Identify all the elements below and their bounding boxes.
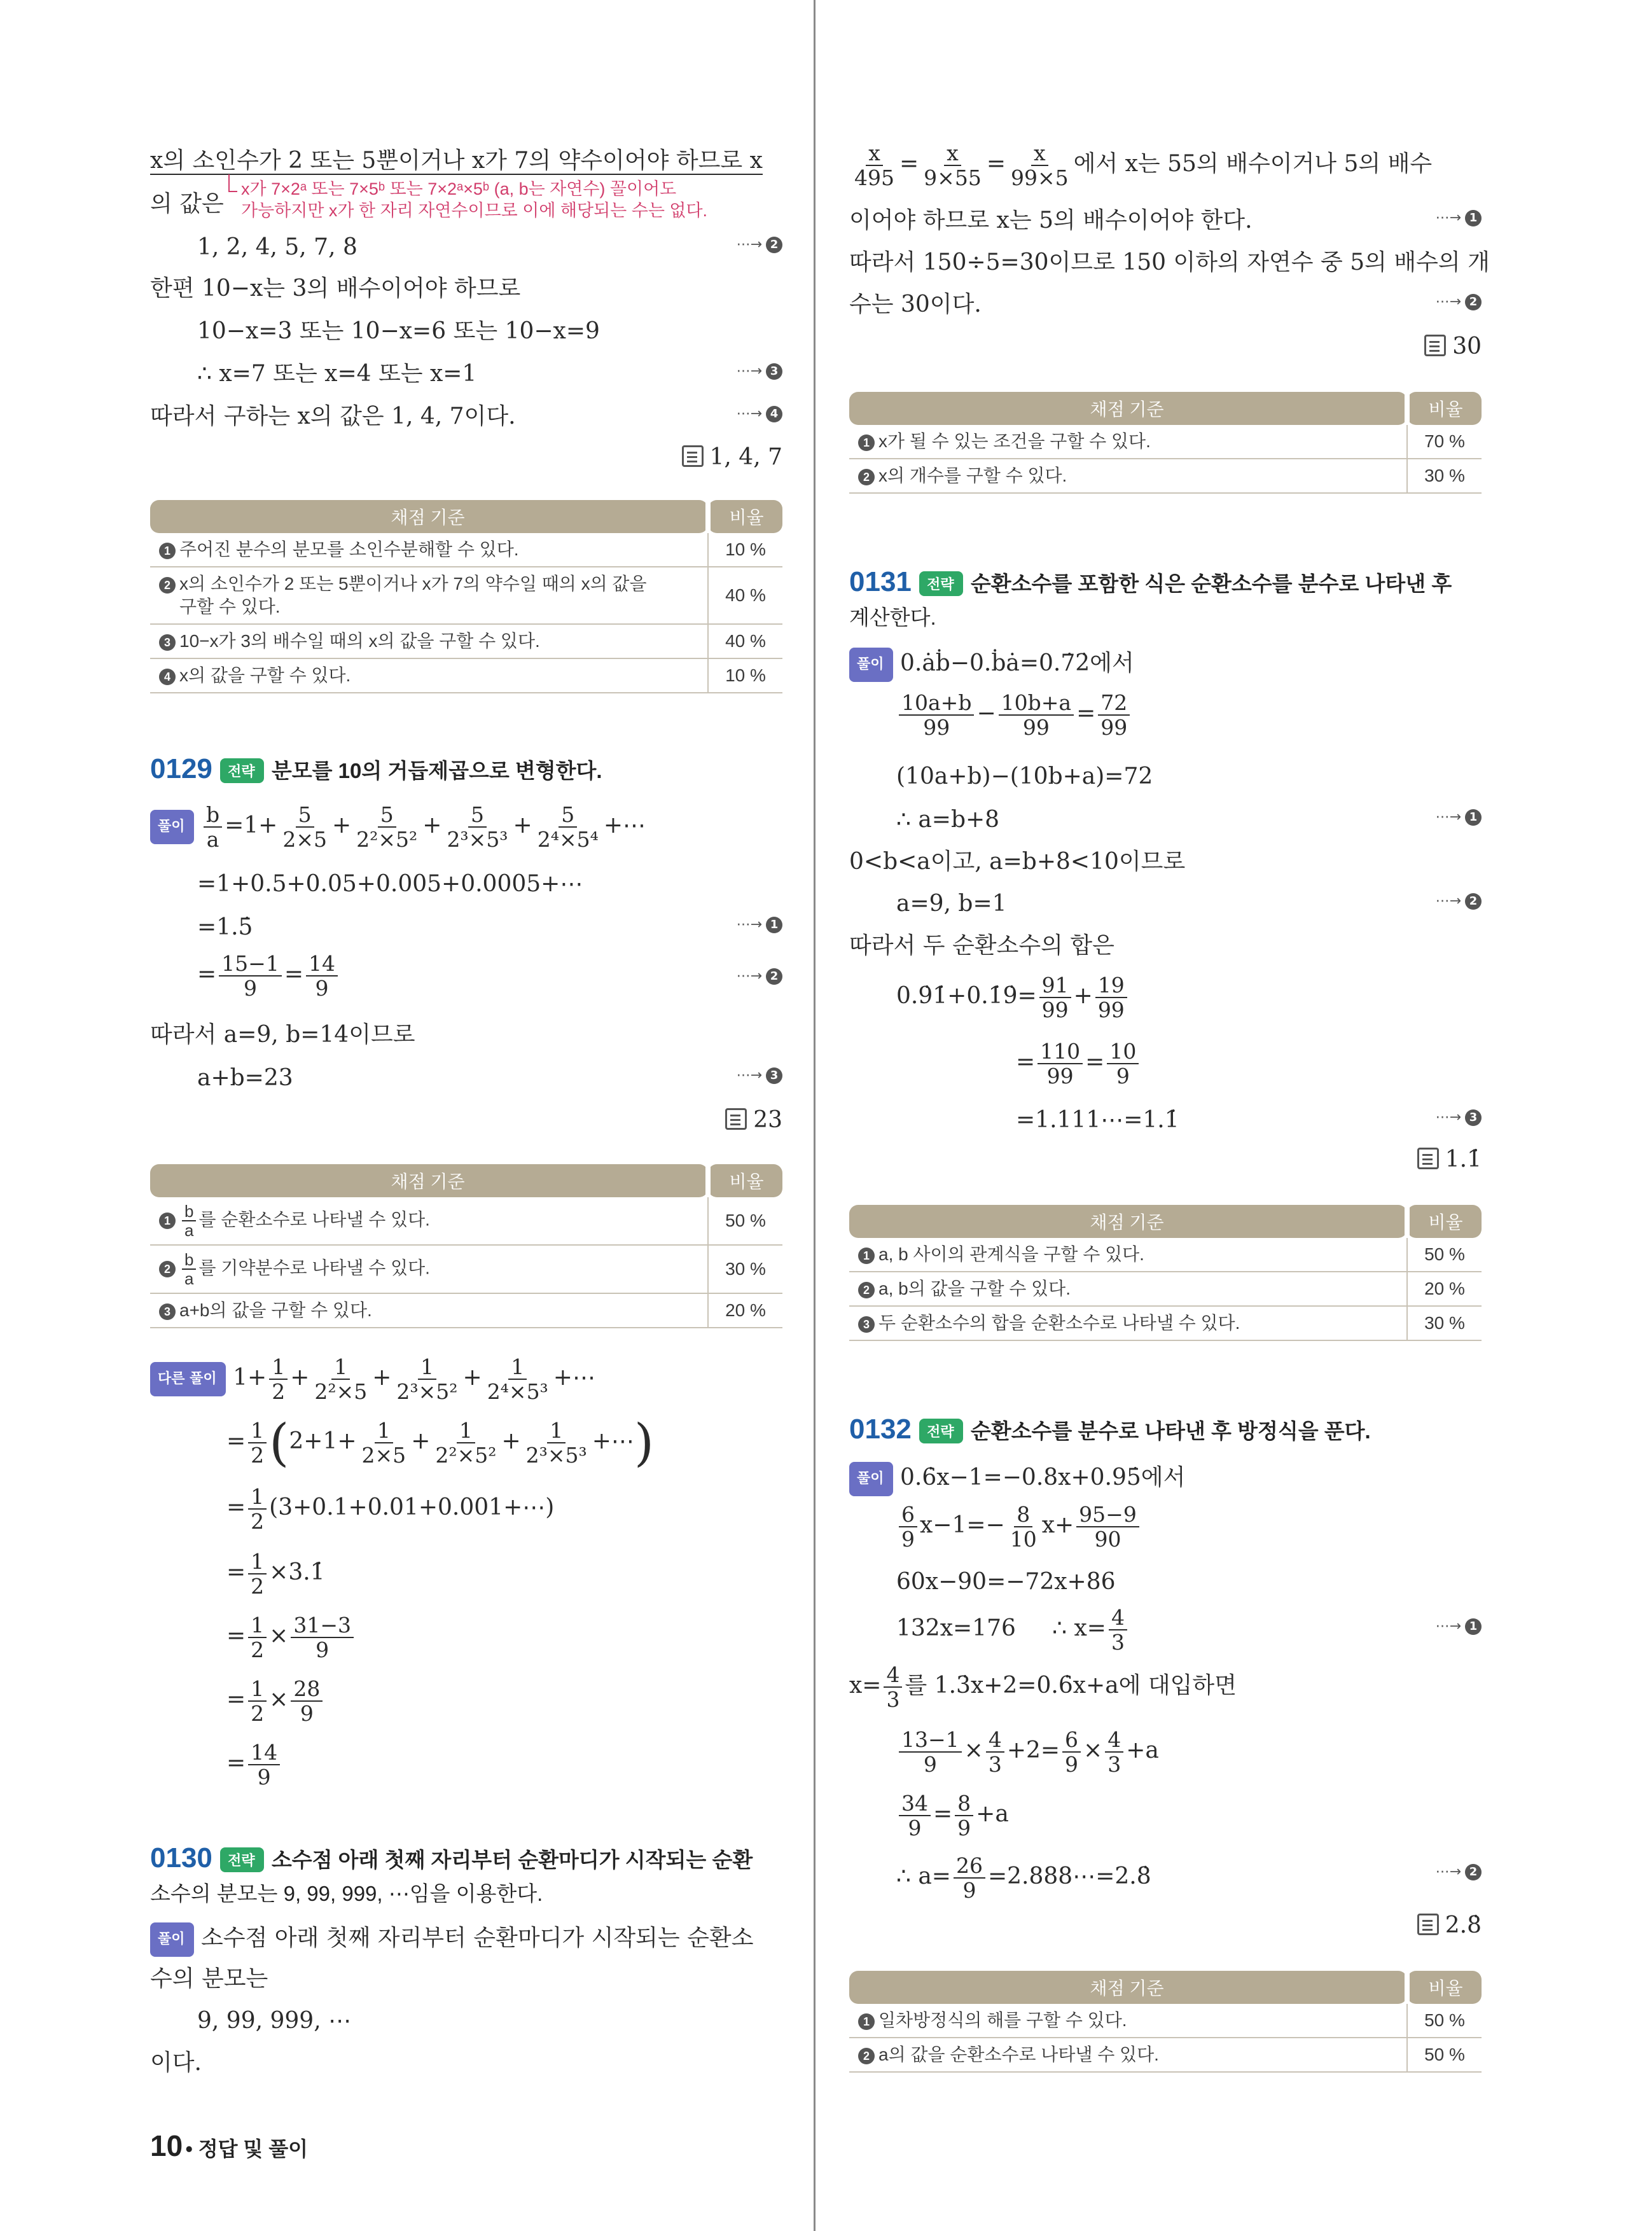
p0131-s2: $\frac{10a+b}{99}$ − $\frac{10b+a}{99}$ = $\frac{72}{99}$	[849, 691, 1132, 739]
answer-icon	[682, 445, 704, 467]
rubric-header: 채점 기준	[849, 1205, 1407, 1238]
table-row: 2 $\frac{b}{a}$ 를 기약분수로 나타낼 수 있다. 30 %	[150, 1245, 782, 1293]
p0128-rubric-table	[150, 500, 782, 693]
p0129-alt2: = $\frac{1}{2}$ (2+1+ $\frac{1}{2\times 5}$ + $\frac{1}{\text{2²×5²}}$ + $\frac{1}{\text{2³×5³}}$ +⋯)	[226, 1413, 655, 1472]
p0129-answer: 23	[725, 1107, 782, 1133]
p0132-answer: 2.8̇	[1417, 1912, 1482, 1938]
rubric-header-ratio: 비율	[1407, 392, 1482, 425]
p0129-alt1: 다른 풀이 1+ $\frac{1}{2}$ + $\frac{1}{\text{2²×5}}$ + $\frac{1}{\text{2³×5²}}$ + $\frac{1}{\text{2⁴×5³}}$ +⋯	[150, 1355, 595, 1403]
p0131-s9: = $\frac{110}{99}$ = $\frac{10}{9}$	[849, 1039, 1141, 1088]
table-row: 1 $\frac{b}{a}$ 를 순환소수로 나타낼 수 있다. 50 %	[150, 1197, 782, 1245]
solution-tag: 풀이	[849, 648, 893, 682]
step-marker: ⋯→ 2	[1436, 1864, 1482, 1880]
p0132-s3: 60x−90=−72x+86	[896, 1569, 1116, 1595]
p0129-l4: 따라서 a=9, b=14이므로	[150, 1022, 415, 1048]
step-marker: ⋯→ 2	[1436, 893, 1482, 910]
p0130-sol2: 수의 분모는	[150, 1966, 268, 1992]
p0128-values: 1, 2, 4, 5, 7, 8	[197, 234, 357, 260]
column-divider	[814, 0, 816, 2231]
p0132-s2: $\frac{6}{9}$ x−1=− $\frac{8}{10}$ x+ $\frac{95-9}{90}$	[849, 1503, 1142, 1551]
strategy-text: 순환소수를 분수로 나타낸 후 방정식을 푼다.	[970, 1419, 1371, 1443]
p0130-answer: 30	[1424, 333, 1482, 359]
solution-tag: 풀이	[150, 1922, 194, 1957]
p0131-s6: a=9, b=1	[896, 891, 1007, 917]
p0132-s4: 132x=176 ∴ x= $\frac{4}{3}$	[849, 1606, 1130, 1654]
answer-icon	[1417, 1914, 1439, 1935]
p0131-s7: 따라서 두 순환소수의 합은	[849, 933, 1114, 959]
p0132-s8: ∴ a= $\frac{26}{9}$ =2.888⋯=2.8̇	[896, 1853, 1151, 1903]
strategy-tag: 전략	[919, 571, 963, 596]
p0129-eq4: = $\frac{15-1}{9}$ = $\frac{14}{9}$	[150, 952, 340, 1000]
page-number: 10	[150, 2129, 183, 2162]
p0130-cont-l3: 따라서 150÷5=30이므로 150 이하의 자연수 중 5의 배수의 개	[849, 249, 1490, 275]
rubric-header-ratio: 비율	[1407, 1971, 1482, 2004]
p0131-s1: 풀이 0.ȧḃ−0.ḃȧ=0.7̇2̇에서	[849, 648, 1134, 682]
p0129-rubric-table	[150, 1164, 782, 1328]
p0129-l5: a+b=23	[197, 1065, 293, 1091]
strategy-text: 순환소수를 포함한 식은 순환소수를 분수로 나타낸 후	[970, 572, 1452, 595]
table-row: 2 x의 소인수가 2 또는 5뿐이거나 x가 7의 약수일 때의 x의 값을 구할 수 있다. 40 %	[150, 567, 782, 624]
strategy-tag: 전략	[220, 1847, 264, 1872]
p0128-cond: x의 소인수가 2 또는 5뿐이거나 x가 7의 약수이어야 하므로 x	[150, 148, 763, 174]
step-marker: ⋯→ 1	[1436, 1618, 1482, 1635]
p0132-s1: 풀이 0.6̇x−1=−0.8x+0.95̇에서	[849, 1462, 1185, 1496]
p0130-sol3: 9, 99, 999, ⋯	[197, 2008, 352, 2034]
step-marker: ⋯→ 3	[737, 1067, 782, 1084]
p0131-strategy2: 계산한다.	[849, 606, 936, 629]
p0130-sol4: 이다.	[150, 2050, 202, 2076]
p0131-s3: (10a+b)−(10b+a)=72	[896, 763, 1153, 789]
p0128-step-c: ∴ x=7 또는 x=4 또는 x=1	[197, 361, 477, 387]
alt-solution-tag: 다른 풀이	[150, 1362, 226, 1396]
p0129-alt6: = $\frac{1}{2}$ × $\frac{28}{9}$	[150, 1677, 325, 1725]
p0129-alt3: = $\frac{1}{2}$ (3+0.1+0.01+0.001+⋯)	[226, 1484, 555, 1534]
p0130-cont-l4: 수는 30이다.	[849, 291, 982, 317]
p0132-s7: $\frac{34}{9}$ = $\frac{8}{9}$ +a	[849, 1791, 1009, 1840]
footer-label: • 정답 및 풀이	[185, 2137, 309, 2160]
table-row: 4 x의 값을 구할 수 있다. 10 %	[150, 658, 782, 693]
note-line-1: x가 7×2ᵃ 또는 7×5ᵇ 또는 7×2ᵃ×5ᵇ (a, b는 자연수) 꼴이어도	[241, 179, 677, 198]
table-row: 2 a, b의 값을 구할 수 있다. 20 %	[849, 1272, 1482, 1306]
p0129-eq1: 풀이 $\frac{b}{a}$ =1+ $\frac{5}{2\times 5}$ + $\frac{5}{\text{2²×5²}}$ + $\frac{5}{\text{2³×5³}}$ + $\frac{5}{\text{2⁴×5⁴}}$ +⋯	[150, 803, 646, 851]
solution-tag: 풀이	[150, 810, 194, 844]
rubric-header: 채점 기준	[849, 1971, 1407, 2004]
step-marker: ⋯→ 1	[1436, 210, 1482, 226]
strategy-text: 분모를 10의 거듭제곱으로 변형한다.	[271, 759, 602, 782]
table-row: 2 x의 개수를 구할 수 있다. 30 %	[849, 459, 1482, 493]
solution-tag: 풀이	[849, 1462, 893, 1496]
p0131-s4: ∴ a=b+8	[896, 807, 1000, 833]
table-row: 1 x가 될 수 있는 조건을 구할 수 있다. 70 %	[849, 425, 1482, 459]
p0131-s8: 0.9̇1̇+0.1̇9̇= $\frac{91}{99}$ + $\frac{19}{99}$	[849, 973, 1130, 1022]
note-line-2: 가능하지만 x가 한 자리 자연수이므로 이에 해당되는 수는 없다.	[241, 201, 708, 220]
p0128-step-d: 따라서 구하는 x의 값은 1, 4, 7이다.	[150, 403, 516, 429]
p0130-cont-eq: $\frac{x}{495}$ = $\frac{x}{9\times 55}$ = $\frac{x}{99\times 5}$ 에서 x는 55의 배수이거나 5의 배수	[854, 141, 1433, 190]
step-marker: ⋯→ 3	[1436, 1109, 1482, 1126]
table-row: 1 일차방정식의 해를 구할 수 있다. 50 %	[849, 2004, 1482, 2038]
p0131-s5: 0<b<a이고, a=b+8<10이므로	[849, 849, 1186, 875]
p0130-rubric-table	[849, 392, 1482, 494]
step-marker: ⋯→ 2	[737, 237, 782, 253]
rubric-header-ratio: 비율	[708, 1164, 782, 1197]
p0129-alt4: = $\frac{1}{2}$ ×3.1̇	[226, 1549, 325, 1599]
p0129-alt5: = $\frac{1}{2}$ × $\frac{31-3}{9}$	[150, 1613, 356, 1662]
p0128-step-a: 한편 10−x는 3의 배수이어야 하므로	[150, 275, 521, 302]
strategy-text: 소수점 아래 첫째 자리부터 순환마디가 시작되는 순환	[271, 1848, 753, 1872]
p0132-s5: x= $\frac{4}{3}$ 를 1.3̇x+2=0.6̇x+a에 대입하면	[849, 1662, 1237, 1712]
p0132-s6: $\frac{13-1}{9}$ × $\frac{4}{3}$ +2= $\frac{6}{9}$ × $\frac{4}{3}$ +a	[849, 1728, 1159, 1776]
table-row: 3 a+b의 값을 구할 수 있다. 20 %	[150, 1293, 782, 1328]
step-marker: ⋯→ 1	[737, 917, 782, 933]
step-marker: ⋯→ 4	[737, 406, 782, 422]
table-row: 2 a의 값을 순환소수로 나타낼 수 있다. 50 %	[849, 2038, 1482, 2072]
p0129-eq2: =1+0.5+0.05+0.005+0.0005+⋯	[197, 871, 583, 897]
rubric-header: 채점 기준	[150, 500, 708, 533]
p0132-rubric-table	[849, 1971, 1482, 2073]
rubric-header-ratio: 비율	[1407, 1205, 1482, 1238]
rubric-header: 채점 기준	[849, 392, 1407, 425]
table-row: 1 주어진 분수의 분모를 소인수분해할 수 있다. 10 %	[150, 533, 782, 567]
table-row: 3 두 순환소수의 합을 순환소수로 나타낼 수 있다. 30 %	[849, 1306, 1482, 1340]
p0131-s10: =1.111⋯=1.1̇	[1016, 1107, 1179, 1133]
problem-number-0129: 0129 전략 분모를 10의 거듭제곱으로 변형한다.	[150, 753, 602, 784]
answer-icon	[1424, 335, 1446, 356]
p0128-step-b: 10−x=3 또는 10−x=6 또는 10−x=9	[197, 318, 600, 344]
step-marker: ⋯→ 1	[1436, 809, 1482, 826]
problem-number-0130: 0130 전략 소수점 아래 첫째 자리부터 순환마디가 시작되는 순환	[150, 1842, 753, 1873]
p0131-rubric-table	[849, 1205, 1482, 1341]
table-row: 1 a, b 사이의 관계식을 구할 수 있다. 50 %	[849, 1238, 1482, 1272]
problem-number-0132: 0132 전략 순환소수를 분수로 나타낸 후 방정식을 푼다.	[849, 1414, 1371, 1445]
strategy-tag: 전략	[220, 758, 264, 783]
page-footer	[150, 2129, 308, 2163]
p0130-cont-l2: 이어야 하므로 x는 5의 배수이어야 한다.	[849, 207, 1253, 233]
answer-icon	[1417, 1148, 1439, 1169]
p0129-eq3: =1.5̇	[197, 914, 253, 940]
problem-number-0131: 0131 전략 순환소수를 포함한 식은 순환소수를 분수로 나타낸 후	[849, 566, 1452, 597]
step-marker: ⋯→ 2	[1436, 294, 1482, 310]
step-marker: ⋯→ 2	[737, 968, 782, 985]
p0131-answer: 1.1̇	[1417, 1146, 1482, 1172]
p0128-note	[241, 178, 707, 221]
rubric-header-ratio: 비율	[708, 500, 782, 533]
p0128-answer: 1, 4, 7	[682, 444, 783, 470]
rubric-header: 채점 기준	[150, 1164, 708, 1197]
p0130-sol1: 풀이 소수점 아래 첫째 자리부터 순환마디가 시작되는 순환소	[150, 1922, 753, 1957]
p0129-alt7: = $\frac{14}{9}$	[150, 1741, 282, 1789]
answer-icon	[725, 1108, 747, 1130]
p0128-cond2: 의 값은	[150, 191, 224, 217]
strategy-tag: 전략	[919, 1419, 963, 1443]
table-row: 3 10−x가 3의 배수일 때의 x의 값을 구할 수 있다. 40 %	[150, 624, 782, 658]
step-marker: ⋯→ 3	[737, 363, 782, 380]
p0130-strategy2: 소수의 분모는 9, 99, 999, ⋯임을 이용한다.	[150, 1882, 543, 1905]
